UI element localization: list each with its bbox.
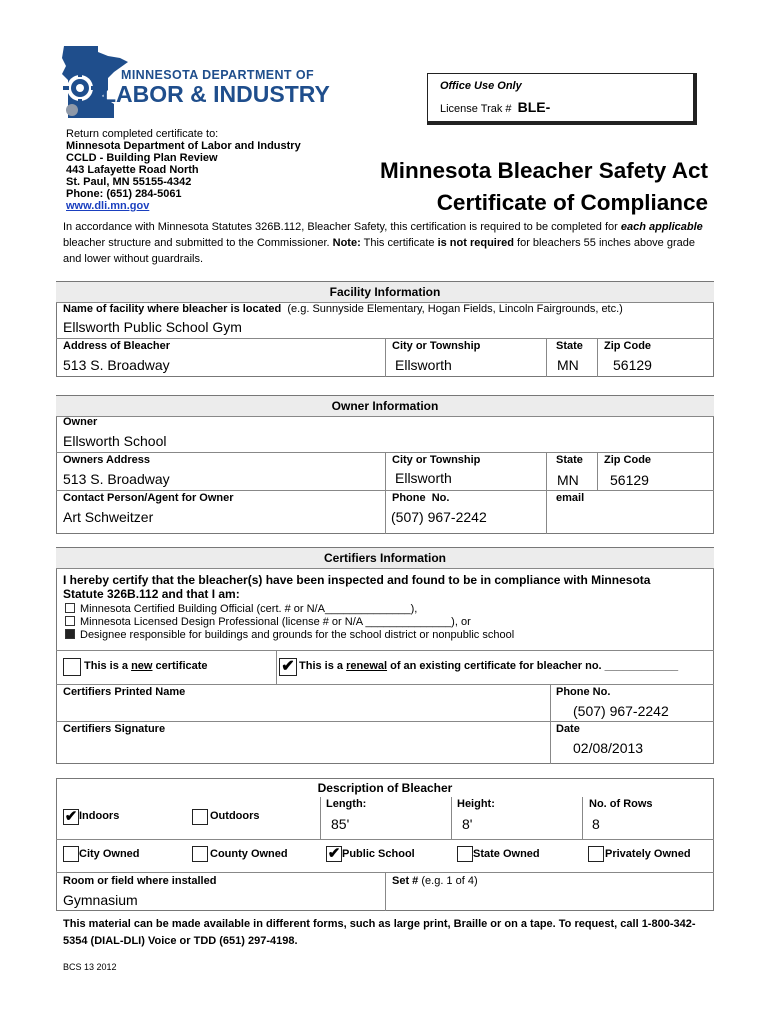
state-owned-checkbox[interactable] (457, 846, 473, 862)
label-part: certificate (152, 660, 208, 672)
printed-name-field[interactable] (60, 700, 540, 718)
new-certificate-label (84, 660, 208, 672)
certifier-phone-label: Phone No. (556, 686, 611, 698)
title-line1: Minnesota Bleacher Safety Act (379, 158, 708, 183)
return-intro: Return completed certificate to: (66, 128, 219, 140)
intro-paragraph (63, 219, 713, 267)
owner-label: Owner (63, 416, 98, 428)
intro-text-2: bleacher structure and submitted to the Commissioner. (63, 237, 333, 249)
option-label: Designee responsible for buildings and grounds for the school district or nonpublic school (80, 629, 515, 641)
divider (546, 452, 547, 534)
office-use-box (427, 73, 697, 125)
divider (56, 650, 714, 651)
dept-name-line1: MINNESOTA DEPARTMENT OF (121, 68, 314, 82)
return-line3: 443 Lafayette Road North (66, 164, 199, 176)
intro-applicable: applicable (648, 221, 703, 233)
facility-name-label (63, 303, 623, 315)
date-label: Date (556, 723, 580, 735)
intro-not-required: is not required (437, 237, 514, 249)
divider (276, 650, 277, 684)
dli-logo (58, 44, 358, 120)
height-label: Height: (457, 798, 495, 810)
divider (56, 684, 714, 685)
owner-address-field[interactable]: 513 S. Broadway (63, 471, 170, 487)
website-link[interactable]: www.dli.mn.gov (66, 200, 150, 212)
dept-name-line2: LABOR & INDUSTRY (102, 81, 330, 107)
set-field[interactable] (392, 890, 702, 908)
owner-phone-label: Phone No. (392, 492, 450, 504)
divider (56, 490, 714, 491)
contact-label: Contact Person/Agent for Owner (63, 492, 234, 504)
label-underline: new (131, 660, 153, 672)
divider (597, 452, 598, 490)
checkbox-icon[interactable] (65, 616, 75, 626)
owner-state-field[interactable]: MN (557, 472, 579, 488)
renewal-certificate-label (299, 660, 678, 672)
length-field[interactable]: 85' (331, 816, 350, 832)
county-owned-checkbox[interactable] (192, 846, 208, 862)
divider (385, 452, 386, 534)
return-address (66, 128, 301, 212)
public-school-checkbox[interactable]: ✔ (327, 845, 341, 862)
intro-text-1: In accordance with Minnesota Statutes 326B.112, Bleacher Safety, this certification is required to be completed for (63, 221, 621, 233)
renewal-certificate-checkbox[interactable]: ✔ (279, 658, 297, 676)
return-line4: St. Paul, MN 55155-4342 (66, 176, 192, 188)
divider (550, 684, 551, 764)
date-field[interactable]: 02/08/2013 (573, 740, 644, 756)
facility-name-label-text: Name of facility where bleacher is located (63, 303, 282, 315)
label-part: This is a (299, 660, 347, 672)
certifier-option-building-official[interactable] (65, 603, 417, 615)
facility-zip-label: Zip Code (604, 340, 652, 352)
county-owned-label: County Owned (210, 848, 288, 860)
divider (56, 839, 714, 840)
return-line2: CCLD - Building Plan Review (66, 152, 218, 164)
owner-state-label: State (556, 454, 583, 466)
option-label: Minnesota Certified Building Official (cert. # or N/A______________), (80, 603, 418, 615)
label-part: of an existing certificate for bleacher no. ____________ (387, 660, 679, 672)
divider (320, 797, 321, 839)
facility-address-field[interactable]: 513 S. Broadway (63, 357, 170, 373)
owner-phone-field[interactable]: (507) 967-2242 (391, 509, 487, 525)
label-underline: renewal (346, 660, 388, 672)
facility-city-field[interactable]: Ellsworth (395, 357, 452, 373)
indoors-label: Indoors (79, 810, 120, 822)
facility-state-label: State (556, 340, 583, 352)
indoors-checkbox[interactable]: ✔ (64, 808, 78, 825)
rows-field[interactable]: 8 (592, 816, 600, 832)
set-label-text: Set # (392, 875, 419, 887)
contact-field[interactable]: Art Schweitzer (63, 509, 154, 525)
owner-address-label: Owners Address (63, 454, 151, 466)
city-owned-checkbox[interactable] (63, 846, 79, 862)
intro-each: each (620, 221, 646, 233)
checkbox-checked-icon[interactable] (65, 629, 75, 639)
city-owned-label: City Owned (79, 848, 140, 860)
certification-statement: I hereby certify that the bleacher(s) have been inspected and found to be in compliance with Minnesota Statute 326B.112 and that I am: (63, 573, 651, 601)
owner-zip-field[interactable]: 56129 (610, 472, 649, 488)
owner-section-title: Owner Information (56, 396, 714, 417)
intro-note: Note: (332, 237, 361, 249)
state-owned-label: State Owned (473, 848, 540, 860)
label-part: This is a (84, 660, 132, 672)
facility-zip-field[interactable]: 56129 (613, 357, 652, 373)
set-hint: (e.g. 1 of 4) (421, 875, 478, 887)
facility-name-field[interactable]: Ellsworth Public School Gym (63, 319, 242, 335)
certifier-option-designee[interactable] (65, 629, 514, 641)
length-label: Length: (326, 798, 367, 810)
intro-text-3: This certificate (360, 237, 438, 249)
divider (582, 797, 583, 839)
set-label (392, 875, 478, 887)
license-trak-prefix: BLE- (517, 99, 551, 115)
outdoors-checkbox[interactable] (192, 809, 208, 825)
option-label: Minnesota Licensed Design Professional (license # or N/A ______________), or (80, 616, 471, 628)
certifier-section-title: Certifiers Information (56, 548, 714, 569)
accessibility-notice: This material can be made available in different forms, such as large print, Braille or on a tape. To request, call 1-800-342-5354 (DIAL-DLI) Voice or TDD (651) 297-4198. (63, 918, 696, 947)
return-phone: Phone: (651) 284-5061 (66, 188, 182, 200)
certifier-phone-field[interactable]: (507) 967-2242 (573, 703, 669, 719)
title-line2: Certificate of Compliance (436, 190, 708, 215)
facility-city-label: City or Township (392, 340, 481, 352)
owner-field[interactable]: Ellsworth School (63, 433, 167, 449)
intro-text-4: for bleachers 55 inches above grade and lower without guardrails. (63, 237, 695, 265)
new-certificate-checkbox[interactable] (63, 658, 81, 676)
divider (385, 338, 386, 377)
height-field[interactable]: 8' (462, 816, 473, 832)
license-trak-label (440, 99, 550, 115)
owner-city-label: City or Township (392, 454, 481, 466)
bleacher-section-title: Description of Bleacher (317, 781, 453, 795)
divider (385, 872, 386, 911)
owner-zip-label: Zip Code (604, 454, 652, 466)
page-title (330, 155, 708, 219)
facility-state-field[interactable]: MN (557, 357, 579, 373)
room-label: Room or field where installed (63, 875, 217, 887)
privately-owned-checkbox[interactable] (588, 846, 604, 862)
divider (451, 797, 452, 839)
facility-address-label: Address of Bleacher (63, 340, 170, 352)
outdoors-label: Outdoors (210, 810, 260, 822)
divider (597, 338, 598, 377)
privately-owned-label: Privately Owned (605, 848, 691, 860)
room-field[interactable]: Gymnasium (63, 892, 138, 908)
form-code: BCS 13 2012 (63, 962, 117, 972)
certifier-option-design-professional[interactable] (65, 616, 471, 628)
signature-field[interactable] (60, 738, 540, 758)
return-line1: Minnesota Department of Labor and Industry (66, 140, 301, 152)
rows-label: No. of Rows (589, 798, 653, 810)
divider (56, 721, 714, 722)
owner-email-label: email (556, 492, 585, 504)
checkbox-icon[interactable] (65, 603, 75, 613)
signature-label: Certifiers Signature (63, 723, 166, 735)
facility-section-title: Facility Information (56, 282, 714, 303)
office-use-label: Office Use Only (440, 80, 522, 92)
facility-name-hint: (e.g. Sunnyside Elementary, Hogan Fields, Lincoln Fairgrounds, etc.) (287, 303, 623, 315)
public-school-label: Public School (342, 848, 415, 860)
divider (546, 338, 547, 377)
printed-name-label: Certifiers Printed Name (63, 686, 186, 698)
license-trak-text: License Trak # (440, 103, 512, 115)
owner-city-field[interactable]: Ellsworth (395, 470, 452, 486)
